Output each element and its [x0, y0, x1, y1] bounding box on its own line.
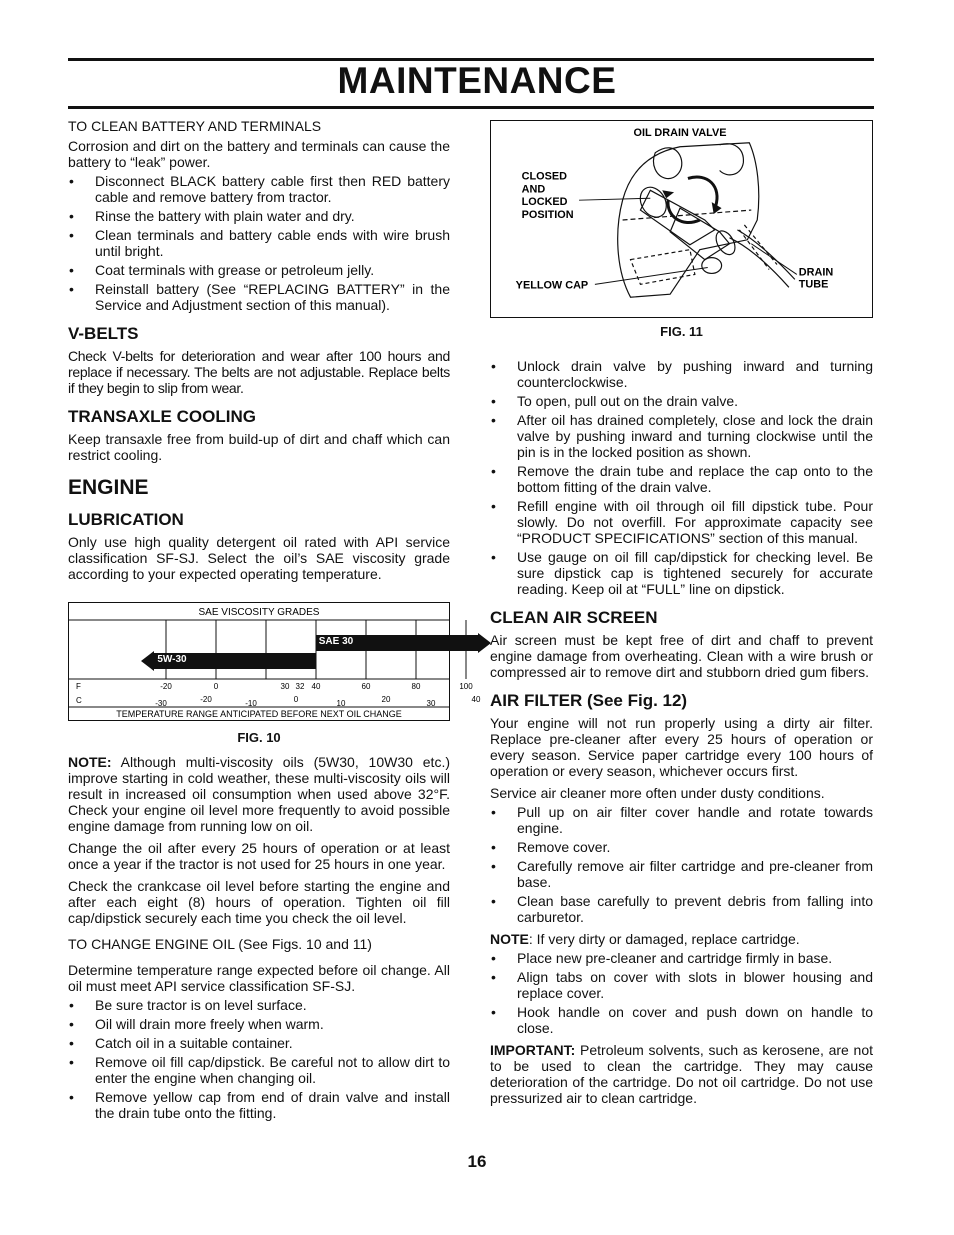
engine-drawing — [618, 143, 795, 297]
important-label: IMPORTANT: — [490, 1042, 576, 1058]
air-screen-heading: CLEAN AIR SCREEN — [490, 608, 658, 627]
air-filter-text: Your engine will not run properly using a dirty air filter. Replace pre-cleaner after every 25 hours of operation or every season. Service paper cartridge every 100 hours of operation or every season, whichever occurs first. — [490, 715, 873, 779]
air-filter-heading: AIR FILTER (See Fig. 12) — [490, 691, 688, 710]
left-column — [68, 118, 481, 1127]
change-oil-text: Change the oil after every 25 hours of operation or at least once a year if the tractor is not used for 25 hours in one year. — [68, 840, 450, 872]
list-item: • Rinse the battery with plain water and dry. — [68, 208, 450, 224]
battery-intro: Corrosion and dirt on the battery and terminals can cause the battery to “leak” power. — [68, 138, 450, 170]
air-screen-text: Air screen must be kept free of dirt and chaff to prevent engine damage from overheating. Clean with a wire brush or compressed air to remove dirt and stubborn dried gum fibers. — [490, 632, 873, 680]
change-oil-intro: Determine temperature range expected before oil change. All oil must meet API service classification SF-SJ. — [68, 962, 450, 994]
tick-label-c: -30 — [155, 699, 167, 708]
vbelts-text: Check V-belts for deterioration and wear after 100 hours and replace if necessary. The belts are not adjustable. Replace belts if they begin to slip from wear. — [68, 348, 450, 396]
tick-label-f: 0 — [213, 682, 219, 691]
list-item: • Remove the drain tube and replace the cap onto to the bottom fitting of the drain valve. — [490, 463, 873, 495]
chart-title: SAE VISCOSITY GRADES — [198, 607, 320, 618]
list-item: • Clean terminals and battery cable ends with wire brush until bright. — [68, 227, 450, 259]
tick-label-c: 20 — [381, 695, 391, 704]
tick-label-c: -20 — [200, 695, 212, 704]
right-column — [490, 120, 873, 1112]
note-text: Although multi-viscosity oils (5W30, 10W30 etc.) improve starting in cold weather, these multi-viscosity oils will result in increased oil consumption when used above 32°F. Check your engine oil level more frequently to avoid possible engine damage from running low on oil. — [68, 754, 450, 834]
axis-c-label: C — [76, 696, 82, 705]
engine-heading: ENGINE — [68, 476, 149, 499]
list-item: • Unlock drain valve by pushing inward and turning counterclockwise. — [490, 358, 873, 390]
battery-steps — [68, 173, 450, 313]
page-title: MAINTENANCE — [337, 60, 617, 101]
list-item: • Pull up on air filter cover handle and rotate towards engine. — [490, 804, 873, 836]
list-item: • Reinstall battery (See “REPLACING BATTERY” in the Service and Adjustment section of this manual). — [68, 281, 450, 313]
change-oil-steps — [68, 997, 450, 1121]
fig10-caption: FIG. 10 — [237, 730, 281, 745]
bar-label-sae30: SAE 30 — [318, 636, 354, 647]
list-item: • Catch oil in a suitable container. — [68, 1035, 450, 1051]
list-item: • Disconnect BLACK battery cable first then RED battery cable and remove battery from tractor. — [68, 173, 450, 205]
list-item: • Use gauge on oil fill cap/dipstick for checking level. Be sure dipstick cap is tightened securely for accurate reading. Keep oil at “FULL” line on dipstick. — [490, 549, 873, 597]
list-item: • Coat terminals with grease or petroleum jelly. — [68, 262, 450, 278]
drain-valve-illustration — [490, 120, 873, 318]
tick-label-f: 60 — [361, 682, 371, 691]
check-oil-text: Check the crankcase oil level before starting the engine and after each eight (8) hours of operation. Tighten oil fill cap/dipstick securely each time you check the oil level. — [68, 878, 450, 926]
change-oil-heading: TO CHANGE ENGINE OIL (See Figs. 10 and 11) — [68, 936, 372, 952]
list-item: • Carefully remove air filter cartridge and pre-cleaner from base. — [490, 858, 873, 890]
list-item: • Refill engine with oil through oil fill dipstick tube. Pour slowly. Do not overfill. For approximate capacity see “PRODUCT SPECIFICATIONS” section of this manual. — [490, 498, 873, 546]
note-paragraph — [68, 754, 450, 834]
lubrication-text: Only use high quality detergent oil rated with API service classification SF-SJ. Select the oil’s SAE viscosity grade according to your expected operating temperature. — [68, 534, 450, 582]
label-closed-3: LOCKED — [521, 196, 568, 209]
tick-label-f: 30 — [280, 682, 290, 691]
list-item: • After oil has drained completely, close and lock the drain valve by pushing inward and turning clockwise until the pin is in the locked position as shown. — [490, 412, 873, 460]
filter-steps — [490, 804, 873, 925]
tick-label-f: 40 — [311, 682, 321, 691]
important-paragraph — [490, 1042, 873, 1106]
tick-label-f: 100 — [459, 682, 473, 691]
list-item: • Align tabs on cover with slots in blower housing and replace cover. — [490, 969, 873, 1001]
tick-label-c: 30 — [426, 699, 436, 708]
chart-xlabel: TEMPERATURE RANGE ANTICIPATED BEFORE NEXT OIL CHANGE — [116, 709, 402, 719]
fig11-caption: FIG. 11 — [660, 324, 703, 339]
filter-note — [490, 931, 873, 947]
vbelts-heading: V-BELTS — [68, 324, 139, 343]
lubrication-heading: LUBRICATION — [68, 510, 184, 529]
viscosity-chart — [68, 602, 481, 721]
transaxle-text: Keep transaxle free from build-up of dirt and chaff which can restrict cooling. — [68, 431, 450, 463]
axis-f-label: F — [76, 682, 81, 691]
title-rule — [68, 106, 874, 109]
list-item: • Remove cover. — [490, 839, 873, 855]
filter-note-text: : If very dirty or damaged, replace cartridge. — [528, 931, 800, 947]
tick-label-c: 0 — [293, 695, 299, 704]
list-item: • Be sure tractor is on level surface. — [68, 997, 450, 1013]
bar-label-5w30: 5W-30 — [157, 654, 187, 665]
filter-note-label: NOTE — [490, 931, 529, 947]
label-closed-4: POSITION — [521, 209, 574, 222]
tick-label-f: -20 — [160, 682, 172, 691]
label-drain-tube-1: DRAIN — [798, 266, 834, 279]
tick-label-c: 40 — [471, 695, 481, 704]
label-drain-tube-2: TUBE — [798, 278, 829, 291]
tick-label-c: 10 — [336, 699, 346, 708]
tick-label-f: 80 — [411, 682, 421, 691]
list-item: • Oil will drain more freely when warm. — [68, 1016, 450, 1032]
list-item: • To open, pull out on the drain valve. — [490, 393, 873, 409]
important-text: Petroleum solvents, such as kerosene, are not to be used to clean the cartridge. They may cause deterioration of the cartridge. Do not oil cartridge. Do not use pressurized air to clean cartridge. — [490, 1042, 873, 1106]
list-item: • Clean base carefully to prevent debris from falling into carburetor. — [490, 893, 873, 925]
note-label: NOTE: — [68, 754, 112, 770]
battery-heading: TO CLEAN BATTERY AND TERMINALS — [68, 118, 322, 134]
page-number: 16 — [467, 1152, 487, 1171]
tick-label-f: 32 — [295, 682, 305, 691]
list-item: • Remove yellow cap from end of drain valve and install the drain tube onto the fitting. — [68, 1089, 450, 1121]
service-text: Service air cleaner more often under dusty conditions. — [490, 785, 825, 801]
drain-steps — [490, 358, 873, 597]
tick-label-c: -10 — [245, 699, 257, 708]
label-yellow-cap: YELLOW CAP — [515, 279, 589, 292]
label-oil-drain-valve: OIL DRAIN VALVE — [633, 126, 727, 139]
label-closed-2: AND — [521, 183, 546, 196]
transaxle-heading: TRANSAXLE COOLING — [68, 407, 256, 426]
label-closed-1: CLOSED — [521, 170, 567, 183]
list-item: • Remove oil fill cap/dipstick. Be careful not to allow dirt to enter the engine when changing oil. — [68, 1054, 450, 1086]
reinstall-steps — [490, 950, 873, 1036]
list-item: • Place new pre-cleaner and cartridge firmly in base. — [490, 950, 873, 966]
list-item: • Hook handle on cover and push down on handle to close. — [490, 1004, 873, 1036]
